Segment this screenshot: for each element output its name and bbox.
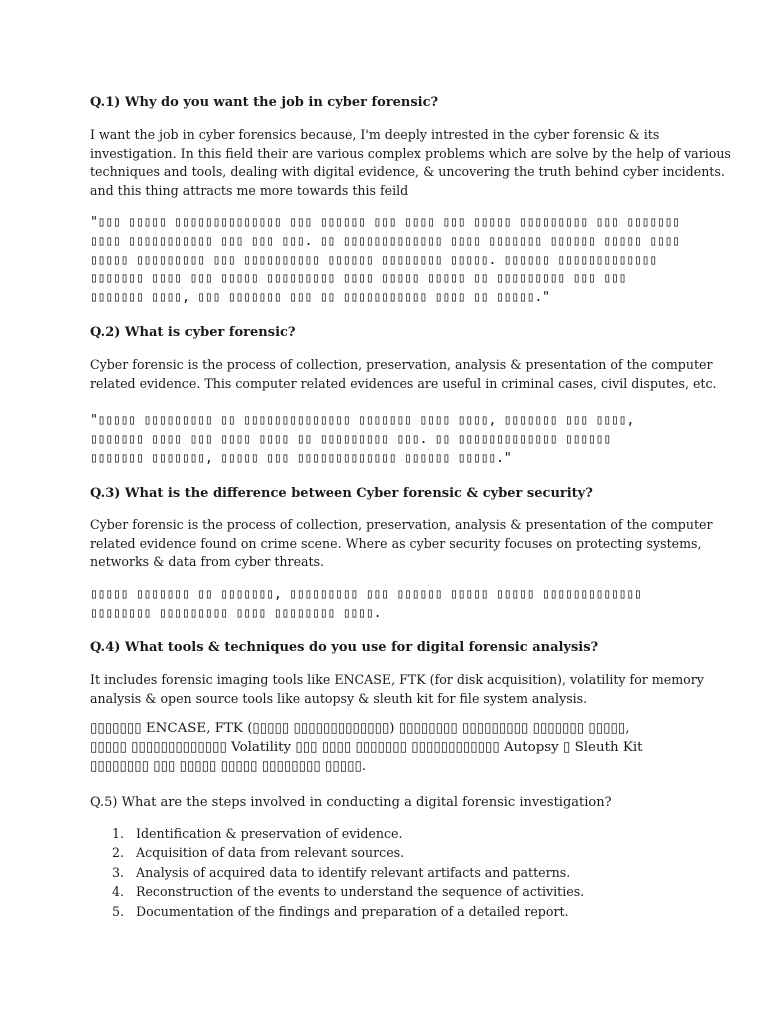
question-1-translation	[90, 214, 690, 308]
answer-line: investigation. In this field their are various complex problems which are solve by the help of various	[90, 145, 731, 161]
answer-line: I want the job in cyber forensics because, I'm deeply intrested in the cyber forensic & its	[90, 127, 660, 142]
question-5-title: Q.5) What are the steps involved in conducting a digital forensic investigation?	[90, 795, 612, 810]
question-2-answer	[90, 356, 717, 393]
answer-line: related evidence. This computer related evidences are useful in criminal cases, civil disputes, etc.	[90, 375, 717, 391]
list-item	[112, 902, 672, 921]
question-2-title: Q.2) What is cyber forensic?	[90, 325, 296, 340]
translation-line: "▯▯▯ ▯▯▯▯▯ ▯▯▯▯▯▯▯▯▯▯▯▯▯▯ ▯▯▯ ▯▯▯▯▯▯ ▯▯▯ ▯▯▯▯ ▯▯▯ ▯▯▯▯▯ ▯▯▯▯▯▯▯▯▯ ▯▯▯ ▯▯▯▯▯▯▯	[90, 215, 680, 230]
step-text: Reconstruction of the events to understand the sequence of activities.	[136, 884, 585, 900]
question-1-answer	[90, 126, 731, 200]
question-3-answer	[90, 516, 713, 572]
answer-line: related evidence found on crime scene. Where as cyber security focuses on protecting systems,	[90, 535, 702, 551]
question-4-answer	[90, 671, 704, 708]
answer-line: networks & data from cyber threats.	[90, 554, 325, 569]
question-1-title: Q.1) Why do you want the job in cyber forensic?	[90, 95, 439, 110]
translation-line: ▯▯▯▯▯ ▯▯▯▯▯▯▯▯▯ ▯▯▯ ▯▯▯▯▯▯▯▯▯▯ ▯▯▯▯▯▯ ▯▯▯▯▯▯▯▯ ▯▯▯▯▯. ▯▯▯▯▯▯ ▯▯▯▯▯▯▯▯▯▯▯▯▯	[90, 252, 657, 268]
list-item	[112, 882, 672, 901]
translation-line: ▯▯▯▯▯▯▯ ▯▯▯▯ ▯▯▯ ▯▯▯▯▯ ▯▯▯▯▯▯▯▯▯ ▯▯▯▯ ▯▯▯▯▯ ▯▯▯▯▯ ▯▯ ▯▯▯▯▯▯▯▯▯ ▯▯▯ ▯▯▯	[90, 271, 627, 287]
step-number: 3.	[112, 864, 125, 880]
translation-line: ▯▯▯▯▯▯▯ ENCASE, FTK (▯▯▯▯▯ ▯▯▯▯▯▯▯▯▯▯▯▯▯) ▯▯▯▯▯▯▯▯ ▯▯▯▯▯▯▯▯▯ ▯▯▯▯▯▯▯ ▯▯▯▯▯,	[90, 721, 630, 736]
list-item	[112, 824, 672, 843]
answer-line: and this thing attracts me more towards this feild	[90, 182, 409, 198]
step-text: Acquisition of data from relevant sources.	[136, 845, 405, 861]
answer-line: Cyber forensic is the process of collection, preservation, analysis & presentation of the computer	[90, 357, 713, 372]
translation-line: ▯▯▯▯ ▯▯▯▯▯▯▯▯▯▯▯ ▯▯▯ ▯▯▯ ▯▯▯. ▯▯ ▯▯▯▯▯▯▯▯▯▯▯▯▯ ▯▯▯▯ ▯▯▯▯▯▯▯ ▯▯▯▯▯▯ ▯▯▯▯▯ ▯▯▯▯	[90, 233, 680, 249]
question-3-translation	[90, 586, 690, 624]
step-text: Identification & preservation of evidence.	[136, 826, 403, 841]
step-number: 5.	[112, 903, 125, 919]
translation-line: ▯▯▯▯▯▯▯▯ ▯▯▯▯▯▯▯▯▯ ▯▯▯▯ ▯▯▯▯▯▯▯▯ ▯▯▯▯.	[90, 605, 382, 621]
question-4-title: Q.4) What tools & techniques do you use for digital forensic analysis?	[90, 640, 599, 655]
translation-line: ▯▯▯▯▯▯▯ ▯▯▯▯▯▯▯, ▯▯▯▯▯ ▯▯▯ ▯▯▯▯▯▯▯▯▯▯▯▯▯ ▯▯▯▯▯▯ ▯▯▯▯▯."	[90, 450, 512, 466]
steps-list	[112, 824, 672, 921]
translation-line: ▯▯▯▯▯▯▯▯ ▯▯▯ ▯▯▯▯▯ ▯▯▯▯▯ ▯▯▯▯▯▯▯▯ ▯▯▯▯▯.	[90, 758, 367, 774]
question-3-title: Q.3) What is the difference between Cyber forensic & cyber security?	[90, 486, 593, 501]
question-4-translation	[90, 720, 690, 776]
list-item	[112, 843, 672, 862]
answer-line: techniques and tools, dealing with digital evidence, & uncovering the truth behind cyber incidents.	[90, 164, 725, 179]
step-text: Documentation of the findings and preparation of a detailed report.	[136, 903, 569, 919]
translation-line: ▯▯▯▯▯ ▯▯▯▯▯▯▯▯▯▯▯▯▯ Volatility ▯▯▯ ▯▯▯▯ ▯▯▯▯▯▯▯ ▯▯▯▯▯▯▯▯▯▯▯▯ Autopsy ▯ Sleuth Kit	[90, 739, 643, 755]
step-number: 4.	[112, 884, 125, 900]
list-item	[112, 863, 672, 882]
question-2-translation	[90, 412, 690, 468]
step-text: Analysis of acquired data to identify relevant artifacts and patterns.	[136, 864, 571, 880]
translation-line: ▯▯▯▯▯▯▯ ▯▯▯▯ ▯▯▯ ▯▯▯▯ ▯▯▯▯ ▯▯ ▯▯▯▯▯▯▯▯▯ ▯▯▯. ▯▯ ▯▯▯▯▯▯▯▯▯▯▯▯▯ ▯▯▯▯▯▯	[90, 431, 612, 447]
answer-line: Cyber forensic is the process of collection, preservation, analysis & presentation of the computer	[90, 517, 713, 532]
step-number: 1.	[112, 826, 125, 841]
translation-line: ▯▯▯▯▯ ▯▯▯▯▯▯▯ ▯▯ ▯▯▯▯▯▯▯, ▯▯▯▯▯▯▯▯▯ ▯▯▯ ▯▯▯▯▯▯ ▯▯▯▯▯ ▯▯▯▯▯ ▯▯▯▯▯▯▯▯▯▯▯▯▯	[90, 587, 642, 602]
translation-line: ▯▯▯▯▯▯▯ ▯▯▯▯, ▯▯▯ ▯▯▯▯▯▯▯ ▯▯▯ ▯▯ ▯▯▯▯▯▯▯▯▯▯▯ ▯▯▯▯ ▯▯ ▯▯▯▯▯."	[90, 290, 550, 306]
translation-line: "▯▯▯▯▯ ▯▯▯▯▯▯▯▯▯ ▯▯ ▯▯▯▯▯▯▯▯▯▯▯▯▯▯ ▯▯▯▯▯▯▯ ▯▯▯▯ ▯▯▯▯, ▯▯▯▯▯▯▯ ▯▯▯ ▯▯▯▯,	[90, 413, 634, 428]
answer-line: analysis & open source tools like autopsy & sleuth kit for file system analysis.	[90, 690, 588, 706]
answer-line: It includes forensic imaging tools like ENCASE, FTK (for disk acquisition), volatility for memory	[90, 672, 704, 687]
step-number: 2.	[112, 845, 125, 861]
